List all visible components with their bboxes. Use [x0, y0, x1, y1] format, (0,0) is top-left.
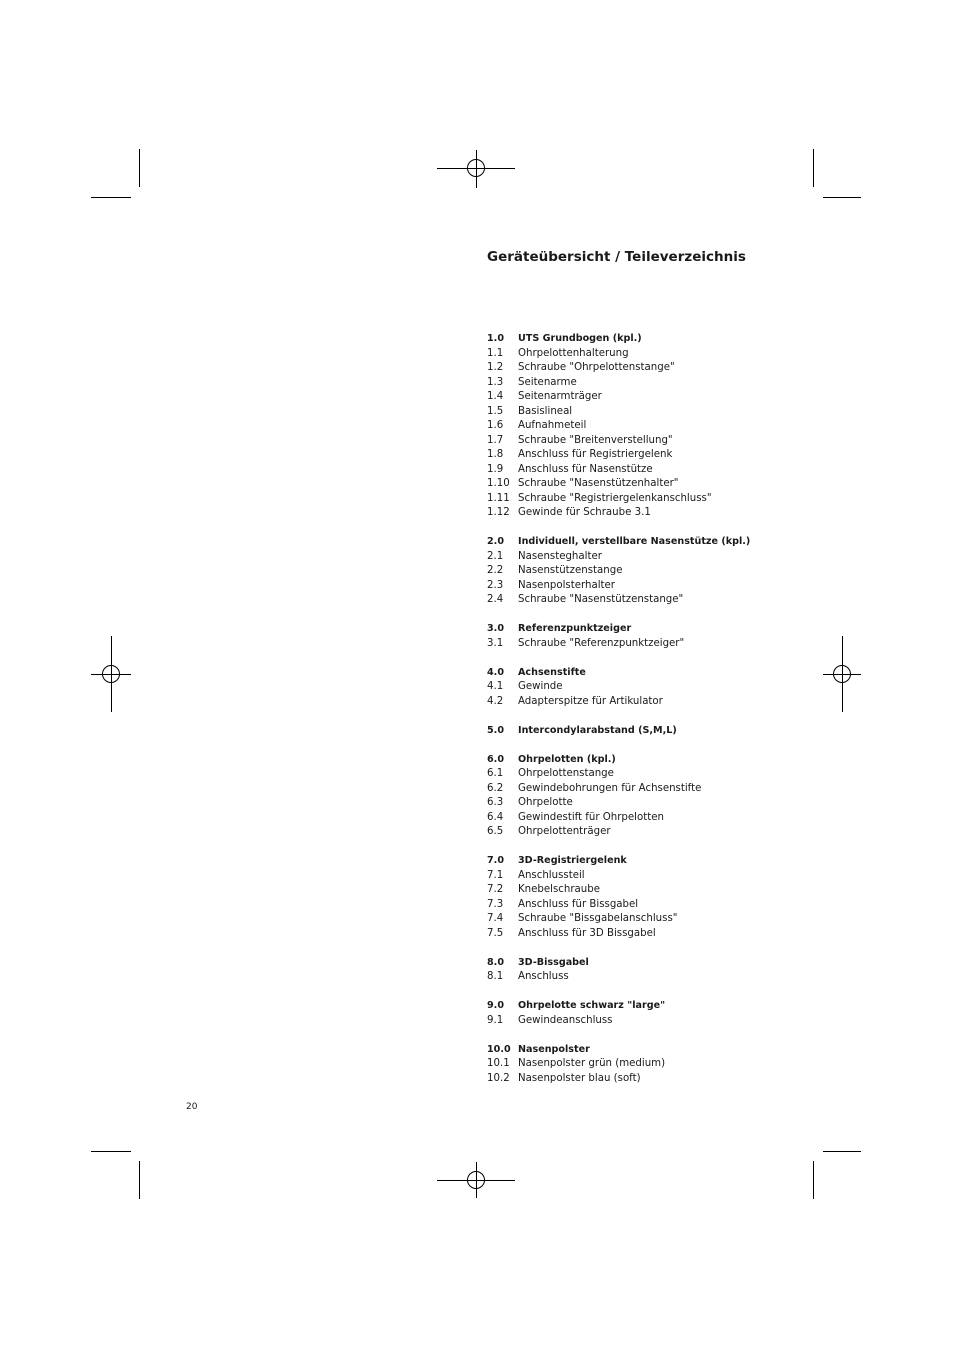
item-number: 1.7	[487, 434, 504, 446]
item-number: 2.2	[487, 565, 504, 576]
page-number: 20	[186, 1102, 198, 1112]
item-number: 2.4	[487, 594, 504, 605]
crop-mark	[91, 197, 131, 198]
list-item	[487, 448, 787, 463]
section-label: Ohrpelotte schwarz "large"	[518, 1000, 666, 1011]
page-title: Geräteübersicht / Teileverzeichnis	[487, 249, 746, 265]
item-label: Seitenarme	[518, 376, 577, 388]
list-item	[487, 506, 787, 521]
list-item	[487, 970, 787, 985]
item-label: Schraube "Ohrpelottenstange"	[518, 362, 675, 373]
section-number: 9.0	[487, 1000, 504, 1011]
list-item	[487, 912, 787, 927]
item-number: 2.1	[487, 550, 504, 562]
item-number: 7.1	[487, 869, 504, 881]
section-number: 7.0	[487, 855, 504, 866]
crop-mark	[91, 1151, 131, 1152]
item-label: Gewinde für Schraube 3.1	[518, 507, 651, 518]
list-item	[487, 405, 787, 420]
registration-mark	[476, 1162, 477, 1198]
list-item	[487, 1014, 787, 1029]
item-label: Schraube "Referenzpunktzeiger"	[518, 637, 685, 649]
section-label: UTS Grundbogen (kpl.)	[518, 333, 642, 344]
list-item	[487, 550, 787, 565]
item-number: 1.11	[487, 492, 510, 504]
crop-mark	[139, 149, 140, 187]
section-label: Achsenstifte	[518, 666, 586, 678]
item-label: Anschlussteil	[518, 869, 585, 881]
parts-section	[487, 622, 787, 651]
section-heading	[487, 999, 787, 1014]
item-label: Gewindebohrungen für Achsenstifte	[518, 782, 702, 794]
item-label: Anschluss für Registriergelenk	[518, 449, 673, 460]
section-label: Ohrpelotten (kpl.)	[518, 753, 616, 765]
registration-mark	[476, 150, 477, 188]
item-label: Anschluss für Nasenstütze	[518, 463, 653, 475]
list-item	[487, 927, 787, 942]
registration-mark	[437, 1180, 515, 1181]
list-item	[487, 637, 787, 652]
item-label: Schraube "Breitenverstellung"	[518, 434, 673, 446]
section-number: 4.0	[487, 666, 504, 678]
item-label: Ohrpelottenstange	[518, 768, 614, 779]
section-heading	[487, 753, 787, 768]
list-item	[487, 434, 787, 449]
section-heading	[487, 535, 787, 550]
section-label: Referenzpunktzeiger	[518, 623, 632, 634]
section-label: Individuell, verstellbare Nasenstütze (kpl.)	[518, 536, 751, 547]
item-number: 6.5	[487, 826, 504, 837]
list-item	[487, 419, 787, 434]
list-item	[487, 883, 787, 898]
section-number: 5.0	[487, 724, 504, 736]
item-number: 8.1	[487, 971, 504, 982]
parts-section	[487, 724, 787, 739]
list-item	[487, 680, 787, 695]
item-number: 7.4	[487, 913, 504, 924]
list-item	[487, 593, 787, 608]
item-label: Aufnahmeteil	[518, 420, 587, 431]
section-heading	[487, 1043, 787, 1058]
section-label: 3D-Registriergelenk	[518, 855, 627, 866]
list-item	[487, 1072, 787, 1087]
item-label: Nasenpolster grün (medium)	[518, 1058, 666, 1069]
list-item	[487, 579, 787, 594]
item-label: Ohrpelotte	[518, 797, 573, 808]
parts-section	[487, 999, 787, 1028]
list-item	[487, 767, 787, 782]
crop-mark	[823, 197, 861, 198]
item-number: 7.2	[487, 884, 504, 895]
section-heading	[487, 332, 787, 347]
item-label: Ohrpelottenhalterung	[518, 347, 629, 359]
parts-section	[487, 332, 787, 521]
list-item	[487, 782, 787, 797]
item-label: Seitenarmträger	[518, 391, 602, 402]
crop-mark	[823, 1151, 861, 1152]
item-label: Schraube "Nasenstützenstange"	[518, 594, 684, 605]
item-number: 6.4	[487, 811, 504, 823]
registration-mark	[91, 674, 131, 675]
list-item	[487, 564, 787, 579]
item-number: 4.2	[487, 695, 504, 707]
item-number: 7.3	[487, 898, 504, 910]
list-item	[487, 390, 787, 405]
section-heading	[487, 956, 787, 971]
parts-section	[487, 666, 787, 710]
list-item	[487, 347, 787, 362]
list-item	[487, 811, 787, 826]
item-label: Nasenstützenstange	[518, 565, 623, 576]
section-heading	[487, 724, 787, 739]
section-number: 8.0	[487, 956, 504, 968]
section-number: 6.0	[487, 753, 504, 765]
section-label: Intercondylarabstand (S,M,L)	[518, 724, 677, 736]
item-number: 10.2	[487, 1072, 510, 1084]
list-item	[487, 1057, 787, 1072]
registration-mark	[111, 636, 112, 712]
item-number: 1.2	[487, 362, 504, 373]
parts-section	[487, 535, 787, 608]
item-label: Adapterspitze für Artikulator	[518, 695, 663, 707]
item-number: 1.4	[487, 391, 504, 402]
item-label: Gewindeanschluss	[518, 1014, 613, 1026]
section-label: 3D-Bissgabel	[518, 956, 589, 968]
item-number: 6.3	[487, 797, 504, 808]
registration-mark	[842, 636, 843, 712]
item-number: 2.3	[487, 579, 504, 591]
parts-section	[487, 956, 787, 985]
section-heading	[487, 854, 787, 869]
section-number: 2.0	[487, 536, 504, 547]
item-label: Ohrpelottenträger	[518, 826, 611, 837]
list-item	[487, 492, 787, 507]
item-label: Schraube "Nasenstützenhalter"	[518, 478, 679, 489]
item-number: 1.3	[487, 376, 504, 388]
item-number: 4.1	[487, 681, 504, 692]
item-label: Schraube "Registriergelenkanschluss"	[518, 492, 712, 504]
registration-circle	[102, 665, 120, 683]
item-label: Anschluss für Bissgabel	[518, 898, 639, 910]
section-label: Nasenpolster	[518, 1043, 590, 1055]
registration-mark	[437, 168, 515, 169]
item-label: Schraube "Bissgabelanschluss"	[518, 913, 678, 924]
list-item	[487, 869, 787, 884]
item-label: Anschluss	[518, 971, 569, 982]
crop-mark	[139, 1161, 140, 1199]
parts-section	[487, 753, 787, 840]
item-number: 1.10	[487, 478, 510, 489]
item-label: Gewindestift für Ohrpelotten	[518, 811, 664, 823]
item-number: 1.1	[487, 347, 504, 359]
section-heading	[487, 666, 787, 681]
section-number: 1.0	[487, 333, 504, 344]
item-label: Gewinde	[518, 681, 563, 692]
item-number: 6.1	[487, 768, 504, 779]
item-number: 1.12	[487, 507, 510, 518]
item-number: 3.1	[487, 637, 504, 649]
item-number: 1.5	[487, 405, 504, 417]
parts-list	[487, 332, 787, 1101]
registration-circle	[467, 159, 485, 177]
list-item	[487, 361, 787, 376]
crop-mark	[813, 149, 814, 187]
item-number: 9.1	[487, 1014, 504, 1026]
item-label: Nasenpolsterhalter	[518, 579, 615, 591]
section-heading	[487, 622, 787, 637]
item-label: Nasensteghalter	[518, 550, 602, 562]
section-number: 3.0	[487, 623, 504, 634]
item-number: 1.8	[487, 449, 504, 460]
item-number: 1.9	[487, 463, 504, 475]
section-number: 10.0	[487, 1043, 511, 1055]
registration-mark	[823, 674, 861, 675]
list-item	[487, 825, 787, 840]
list-item	[487, 796, 787, 811]
item-label: Nasenpolster blau (soft)	[518, 1072, 641, 1084]
registration-circle	[467, 1171, 485, 1189]
item-number: 7.5	[487, 927, 504, 939]
crop-mark	[813, 1161, 814, 1199]
list-item	[487, 695, 787, 710]
item-number: 10.1	[487, 1058, 510, 1069]
list-item	[487, 477, 787, 492]
list-item	[487, 376, 787, 391]
item-label: Basislineal	[518, 405, 573, 417]
item-label: Anschluss für 3D Bissgabel	[518, 927, 656, 939]
parts-section	[487, 854, 787, 941]
parts-section	[487, 1043, 787, 1087]
list-item	[487, 898, 787, 913]
registration-circle	[833, 665, 851, 683]
list-item	[487, 463, 787, 478]
item-number: 6.2	[487, 782, 504, 794]
item-label: Knebelschraube	[518, 884, 600, 895]
item-number: 1.6	[487, 420, 504, 431]
